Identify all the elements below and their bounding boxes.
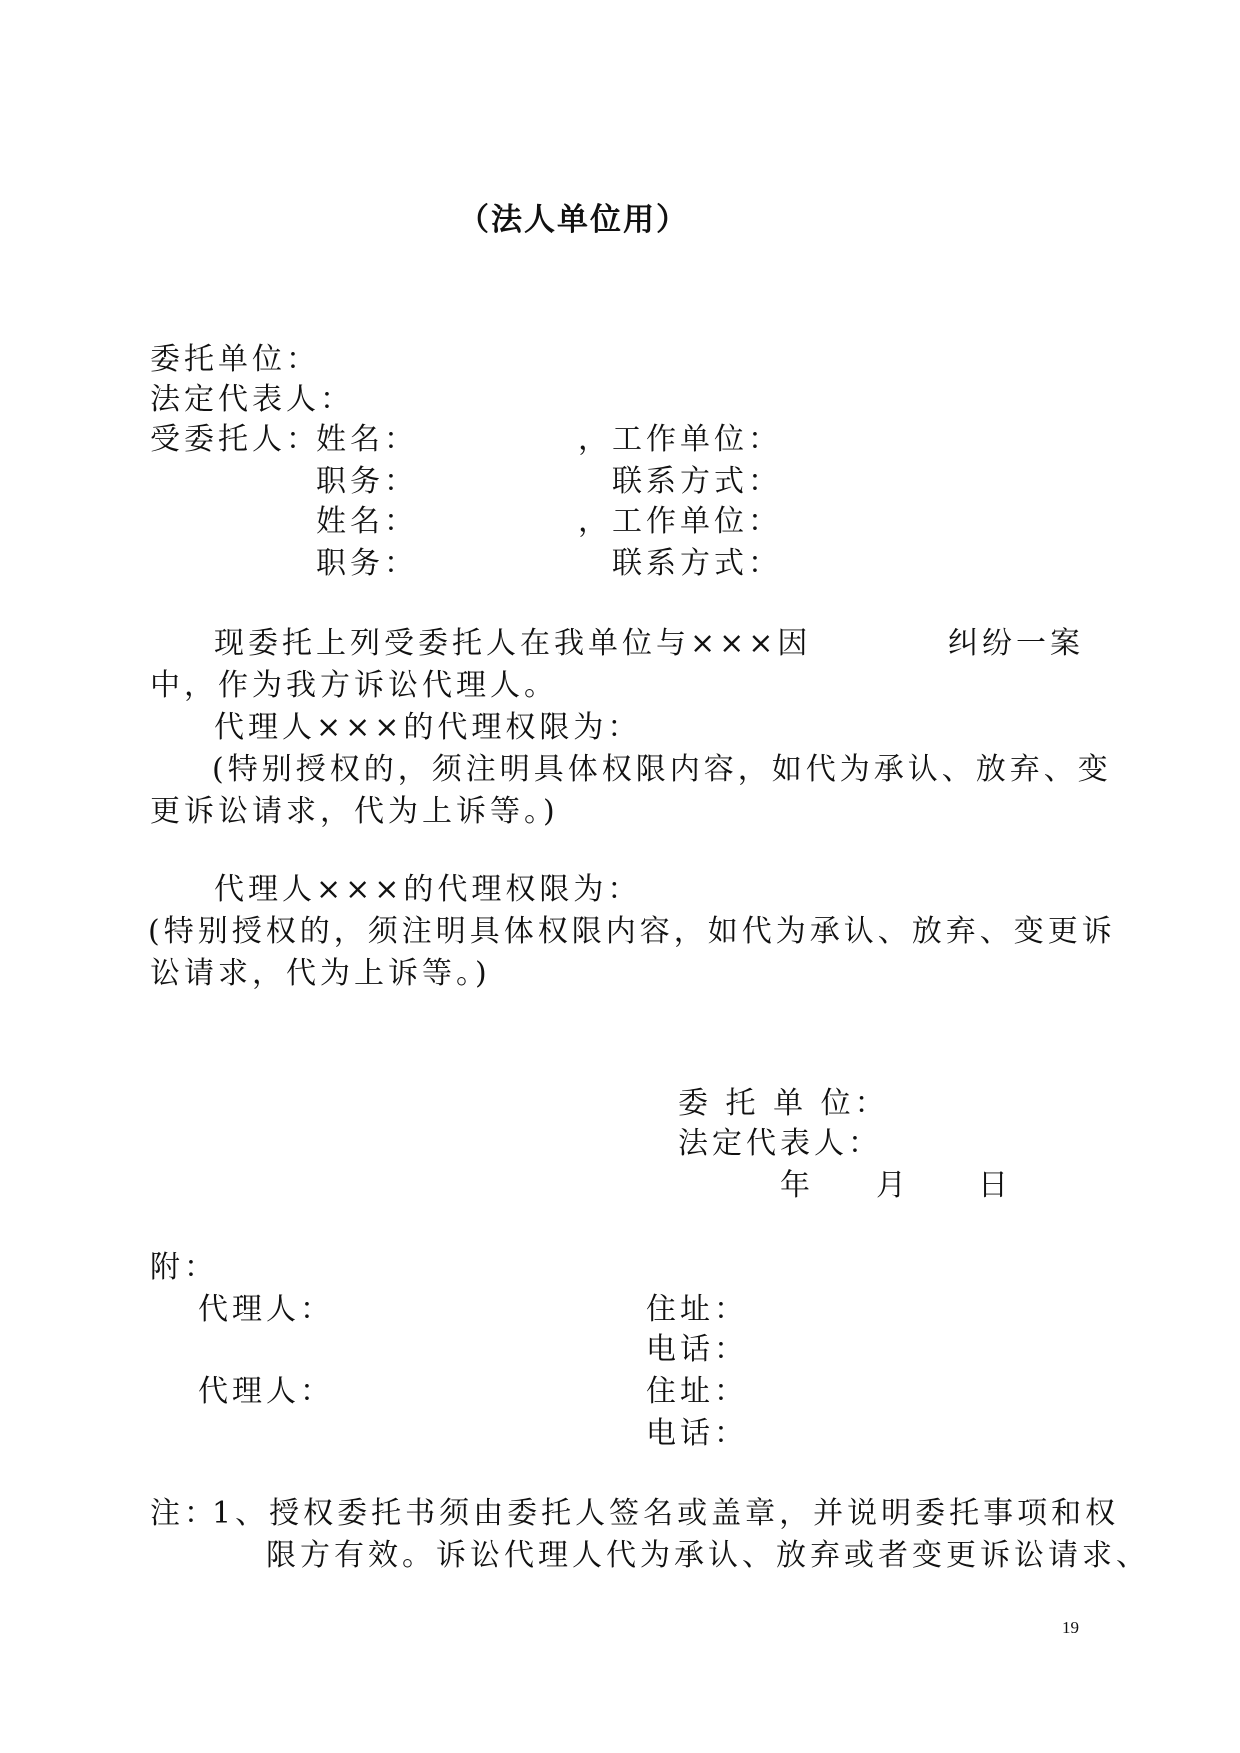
agent1-authority-note-line2: 更诉讼请求，代为上诉等。) [150, 794, 559, 829]
trustee-label: 受委托人： [150, 422, 320, 457]
entrust-paragraph-line1b: 纠纷一案 [948, 626, 1084, 661]
entrust-paragraph-line1a: 现委托上列受委托人在我单位与×××因 [214, 626, 812, 661]
agent1-name-label: 姓名： [316, 422, 418, 457]
agent2-position-label: 职务： [316, 546, 418, 581]
appendix-label: 附： [150, 1250, 218, 1285]
agent1-work-unit-label: 工作单位： [612, 422, 782, 457]
signature-year: 年 [780, 1168, 814, 1203]
agent2-authority-note-line1: (特别授权的，须注明具体权限内容，如代为承认、放弃、变更诉 [148, 914, 1116, 949]
signature-unit-label: 委 托 单 位： [678, 1086, 889, 1121]
agent1-comma: ， [578, 422, 612, 457]
appendix-agent2-address-label: 住址： [646, 1374, 748, 1409]
signature-month: 月 [876, 1168, 910, 1203]
note1-line1: 1、授权委托书须由委托人签名或盖章，并说明委托事项和权 [212, 1496, 1120, 1531]
note1-line2: 限方有效。诉讼代理人代为承认、放弃或者变更诉讼请求、 [266, 1538, 1150, 1573]
signature-day: 日 [978, 1168, 1012, 1203]
signature-legal-rep-label: 法定代表人： [678, 1126, 882, 1161]
agent2-authority-heading: 代理人×××的代理权限为： [214, 872, 642, 907]
agent2-comma: ， [578, 504, 612, 539]
appendix-agent1-address-label: 住址： [646, 1292, 748, 1327]
agent1-position-label: 职务： [316, 464, 418, 499]
agent1-authority-note-line1: (特别授权的，须注明具体权限内容，如代为承认、放弃、变 [212, 752, 1112, 787]
legal-representative-label: 法定代表人： [150, 382, 354, 417]
appendix-agent2-phone-label: 电话： [646, 1416, 748, 1451]
appendix-agent2-label: 代理人： [198, 1374, 334, 1409]
agent2-authority-note-line2: 讼请求，代为上诉等。) [150, 956, 491, 991]
agent2-work-unit-label: 工作单位： [612, 504, 782, 539]
notes-label: 注： [150, 1496, 218, 1531]
appendix-agent1-phone-label: 电话： [646, 1332, 748, 1367]
entrust-paragraph-line2: 中，作为我方诉讼代理人。 [150, 668, 558, 703]
appendix-agent1-label: 代理人： [198, 1292, 334, 1327]
agent1-contact-label: 联系方式： [612, 464, 782, 499]
agent1-authority-heading: 代理人×××的代理权限为： [214, 710, 642, 745]
agent2-name-label: 姓名： [316, 504, 418, 539]
page-number: 19 [1062, 1618, 1079, 1637]
entrusting-unit-label: 委托单位： [150, 342, 320, 377]
agent2-contact-label: 联系方式： [612, 546, 782, 581]
document-title: （法人单位用） [458, 202, 689, 238]
